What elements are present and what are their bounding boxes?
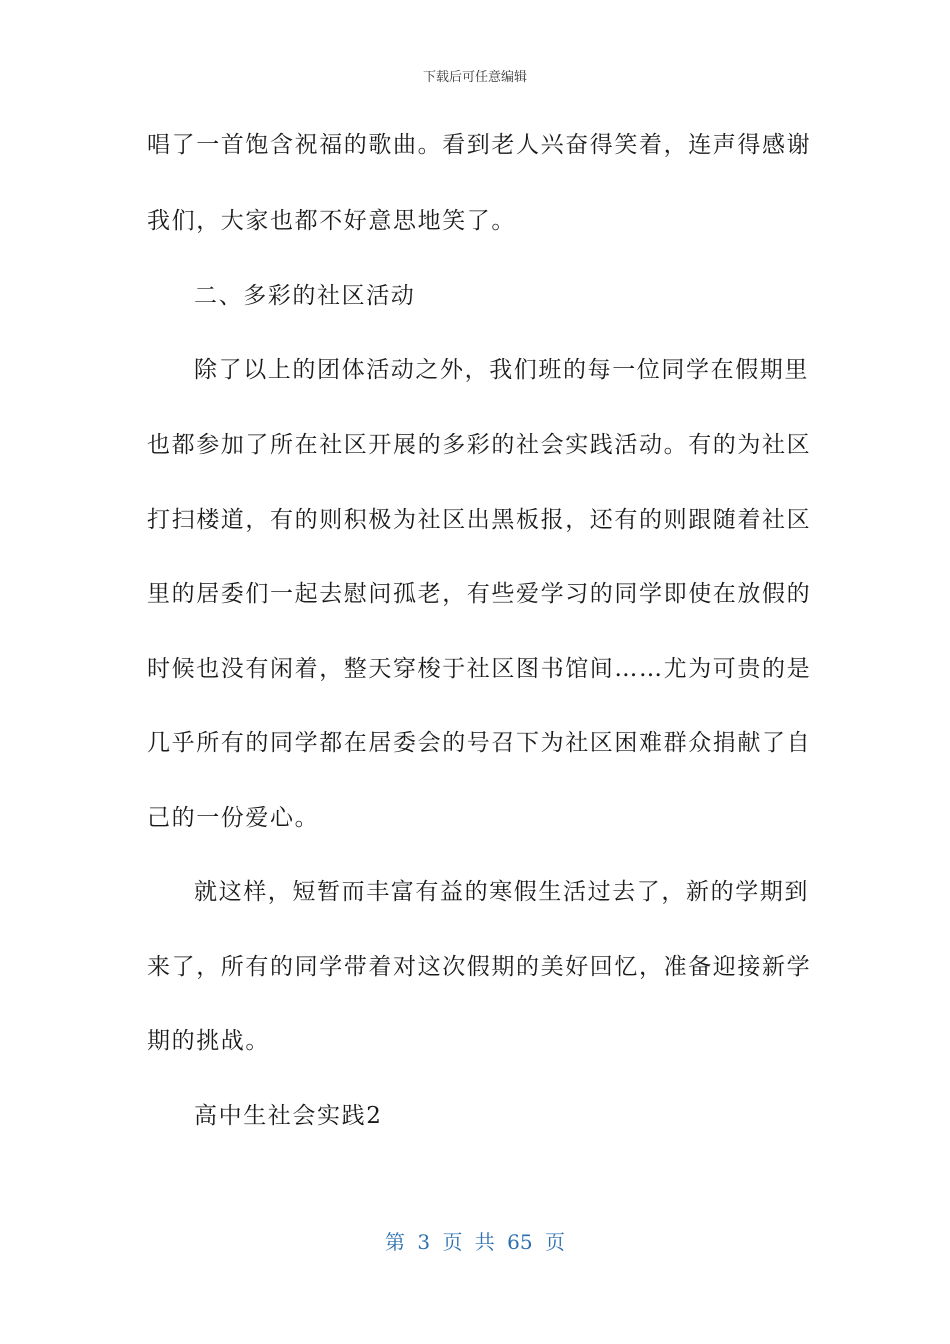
section-heading: 高中生社会实践2 [194,1103,383,1129]
text-line: 也都参加了所在社区开展的多彩的社会实践活动。有的为社区 [147,432,812,458]
text-line: 我们，大家也都不好意思地笑了。 [147,208,516,234]
text-line: 打扫楼道，有的则积极为社区出黑板报，还有的则跟随着社区 [147,507,812,533]
text-line: 期的挑战。 [147,1028,270,1054]
text-line: 除了以上的团体活动之外，我们班的每一位同学在假期里 [194,357,809,383]
text-line: 己的一份爱心。 [147,805,320,831]
text-line: 来了，所有的同学带着对这次假期的美好回忆，准备迎接新学 [147,954,812,980]
section-heading: 二、多彩的社区活动 [194,283,416,309]
text-line: 里的居委们一起去慰问孤老，有些爱学习的同学即使在放假的 [147,581,812,607]
page-number: 第 3 页 共 65 页 [385,1230,565,1254]
header-note: 下载后可任意编辑 [422,70,527,85]
text-line: 几乎所有的同学都在居委会的号召下为社区困难群众捐献了自 [147,730,812,756]
text-line: 时候也没有闲着，整天穿梭于社区图书馆间……尤为可贵的是 [147,656,812,682]
text-line: 唱了一首饱含祝福的歌曲。看到老人兴奋得笑着，连声得感谢 [147,132,812,158]
text-line: 就这样，短暂而丰富有益的寒假生活过去了，新的学期到 [194,879,809,905]
